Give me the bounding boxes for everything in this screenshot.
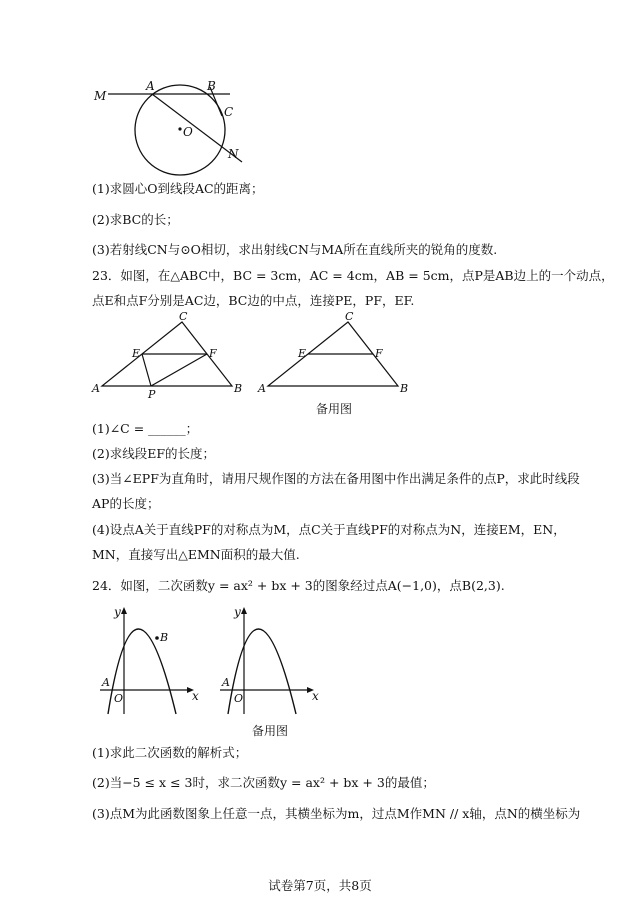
label-x: x — [312, 689, 319, 703]
label-C: C — [179, 310, 188, 323]
label-C: C — [224, 105, 234, 119]
label-y: y — [234, 605, 241, 619]
label-E: E — [298, 347, 307, 360]
q23-stem-line2: 点E和点F分别是AC边，BC边的中点，连接PE，PF，EF. — [92, 293, 415, 308]
label-A: A — [146, 79, 155, 93]
label-C: C — [345, 310, 354, 323]
label-B: B — [207, 79, 216, 93]
label-O: O — [114, 692, 124, 705]
label-B: B — [400, 382, 409, 395]
label-P: P — [148, 388, 156, 401]
label-A: A — [92, 382, 100, 395]
page-footer: 试卷第7页，共8页 — [268, 878, 372, 893]
triangle-figure — [90, 310, 250, 401]
q24-stem: 24．如图，二次函数y = ax² + bx + 3的图象经过点A(−1,0)，点B(2,3). — [92, 578, 505, 593]
label-A: A — [102, 676, 110, 689]
q23-part3-line2: AP的长度； — [92, 496, 160, 511]
label-x: x — [192, 689, 199, 703]
q22-part2: (2)求BC的长； — [92, 212, 179, 227]
q24-part1: (1)求此二次函数的解析式； — [92, 745, 248, 760]
label-M: M — [94, 89, 107, 103]
q24-part3: (3)点M为此函数图象上任意一点，其横坐标为m，过点M作MN // x轴，点N的横坐标为 — [92, 806, 581, 821]
circle-figure — [90, 76, 260, 176]
q23-part1: (1)∠C = ______； — [92, 421, 199, 436]
label-y: y — [114, 605, 121, 619]
q23-part4-line1: (4)设点A关于直线PF的对称点为M，点C关于直线PF的对称点为N，连接EM，EN， — [92, 522, 566, 537]
q23-part4-line2: MN，直接写出△EMN面积的最大值. — [92, 547, 300, 562]
label-B: B — [160, 631, 169, 644]
parabola-figure — [94, 604, 204, 716]
label-A: A — [222, 676, 230, 689]
q23-stem-line1: 23．如图，在△ABC中，BC = 3cm，AC = 4cm，AB = 5cm，点P是AB边上的一个动点， — [92, 268, 614, 283]
q24-part2: (2)当−5 ≤ x ≤ 3时，求二次函数y = ax² + bx + 3的最值； — [92, 775, 435, 790]
label-F: F — [375, 347, 383, 360]
label-E: E — [132, 347, 141, 360]
label-O: O — [234, 692, 244, 705]
label-O: O — [183, 125, 193, 139]
label-A: A — [258, 382, 266, 395]
q24-spare-caption: 备用图 — [252, 724, 289, 738]
label-B: B — [234, 382, 243, 395]
q23-part3-line1: (3)当∠EPF为直角时，请用尺规作图的方法在备用图中作出满足条件的点P，求此时线段 — [92, 471, 580, 486]
q22-part1: (1)求圆心O到线段AC的距离； — [92, 181, 264, 196]
q23-spare-caption: 备用图 — [316, 402, 353, 416]
label-N: N — [228, 147, 239, 161]
label-F: F — [209, 347, 217, 360]
q23-part2: (2)求线段EF的长度； — [92, 446, 216, 461]
spare-parabola-figure — [214, 604, 324, 716]
q22-part3: (3)若射线CN与⊙O相切，求出射线CN与MA所在直线所夹的锐角的度数. — [92, 242, 498, 257]
spare-triangle-figure — [256, 310, 416, 398]
